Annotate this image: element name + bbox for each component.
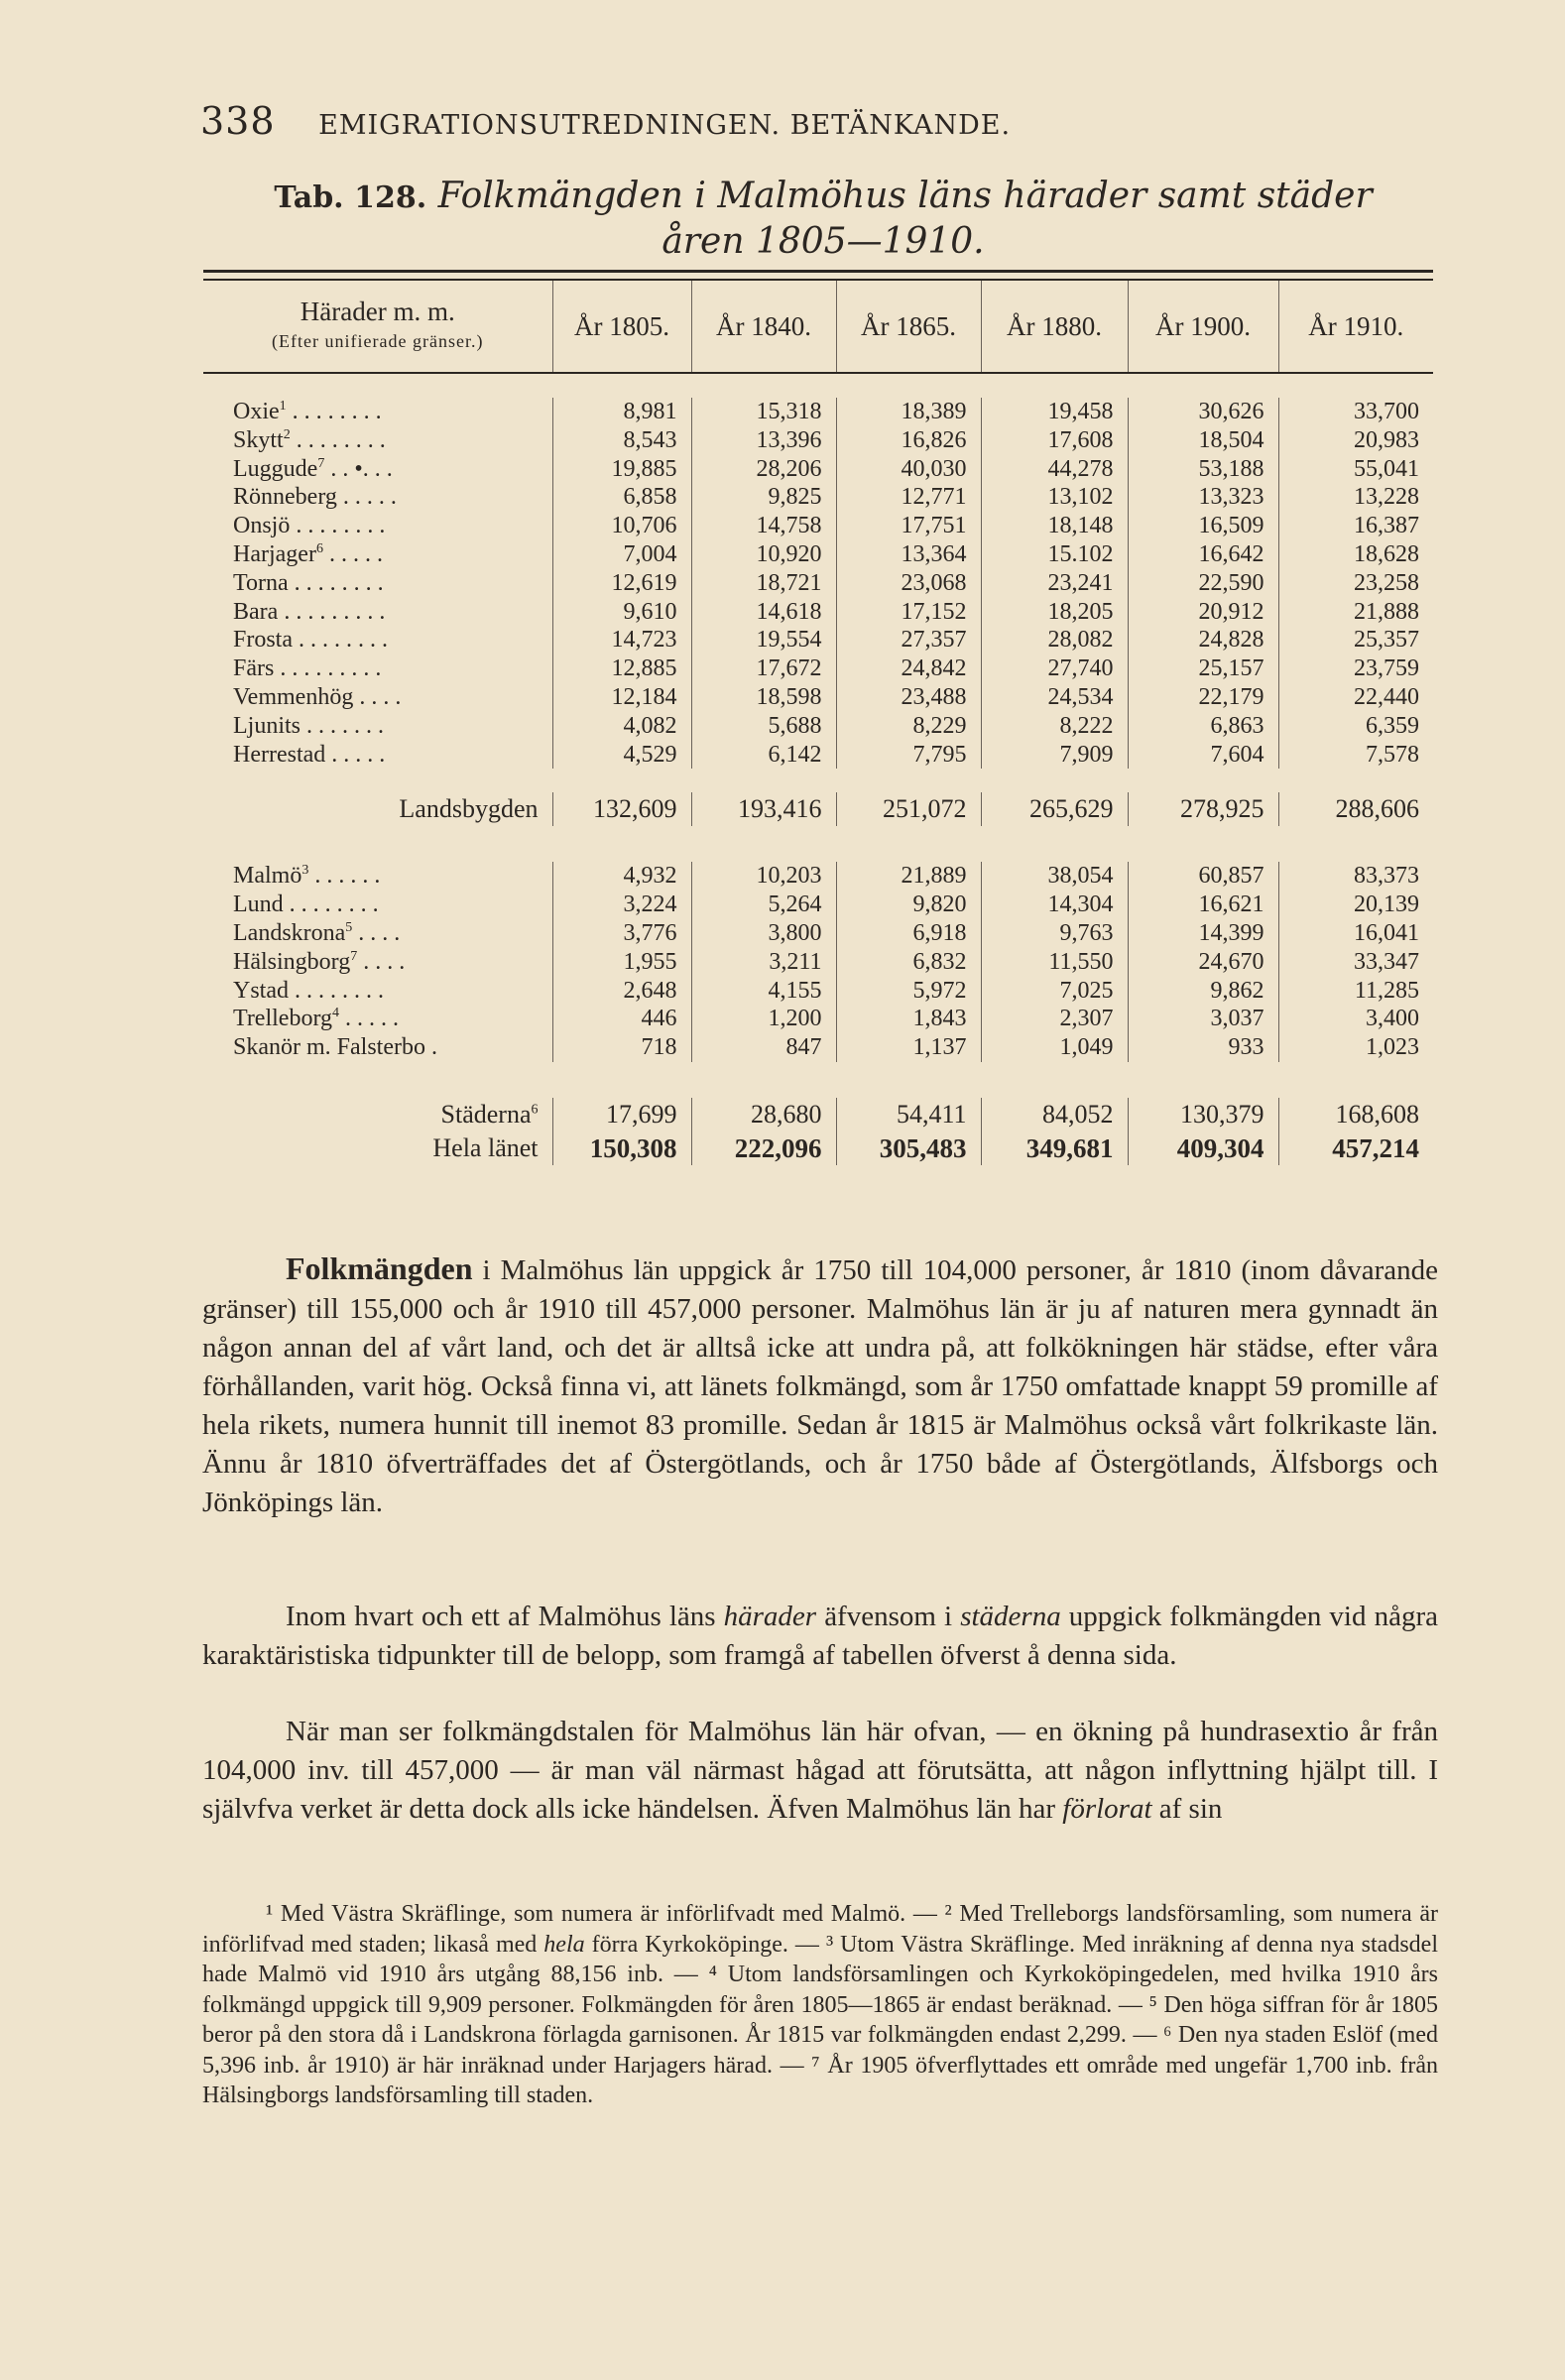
row-label: Bara . . . . . . . . . [203,598,552,627]
value-cell: 3,776 [552,919,691,948]
town-row [203,948,1433,977]
value-cell: 33,347 [1354,948,1419,975]
value-cell: 409,304 [1128,1131,1278,1165]
value-cell: 446 [552,1005,691,1033]
value-cell: 24,842 [836,654,981,683]
town-row [203,919,1433,948]
paragraph-1: Folkmängden i Malmöhus län uppgick år 1750 till 104,000 personer, år 1810 (inom dåvarande gränser) till 155,000 och år 1910 till 457,000 personer. Malmöhus län är ju af naturen mera gynnadt än någon annan del af vårt land, och det är alltså icke att undra på, att folkökningen här städse, efter våra förhållanden, varit hög. Också finna vi, att länets folkmängd, som år 1750 omfattade knappt 59 promille af hela rikets, numera hunnit till inemot 83 promille. Sedan år 1815 är Malmöhus också vårt folkrikaste län. Ännu år 1810 öfverträffades det af Östergötlands, och år 1750 både af Östergötlands, Älfsborgs och Jönköpings län. [202,1250,1438,1518]
town-row [203,891,1433,919]
district-row [203,683,1433,712]
value-cell: 14,723 [552,626,691,654]
value-cell: 1,049 [981,1033,1128,1062]
value-cell: 2,307 [981,1005,1128,1033]
value-cell: 18,205 [981,598,1128,627]
value-cell: 16,642 [1128,540,1278,569]
district-row [203,398,1433,426]
value-cell: 16,509 [1128,512,1278,540]
value-cell: 18,628 [1354,540,1419,567]
header-year: År 1840. [691,280,836,373]
value-cell: 193,416 [691,792,836,826]
subtotal-label: Städerna$^6$ [203,1098,552,1131]
value-cell: 13,323 [1128,483,1278,512]
row-label: Rönneberg . . . . . [203,483,552,512]
value-cell: 44,278 [981,455,1128,484]
value-cell: 23,488 [836,683,981,712]
row-label: Lund . . . . . . . . [203,891,552,919]
row-label: Malmö$^3$ . . . . . . [203,862,552,891]
value-cell: 3,037 [1128,1005,1278,1033]
running-title: EMIGRATIONSUTREDNINGEN. BETÄNKANDE. [318,110,1012,141]
value-cell: 13,102 [981,483,1128,512]
value-cell: 9,862 [1128,977,1278,1006]
value-cell: 7,795 [836,741,981,770]
value-cell: 17,672 [691,654,836,683]
row-label: Luggude$^7$ . . •. . . [203,455,552,484]
value-cell: 3,224 [552,891,691,919]
value-cell: 12,184 [552,683,691,712]
running-head [200,99,1430,143]
value-cell: 38,054 [981,862,1128,891]
value-cell: 20,983 [1354,426,1419,453]
value-cell: 23,759 [1354,655,1419,682]
paragraph-2: Inom hvart och ett af Malmöhus läns härader äfvensom i städerna uppgick folkmängden vid några karaktäristiska tidpunkter till de belopp, som framgå af tabellen öfverst å denna sida. [202,1601,1438,1671]
value-cell: 457,214 [1332,1132,1419,1163]
row-label: Ystad . . . . . . . . [203,977,552,1006]
row-label: Vemmenhög . . . . [203,683,552,712]
district-row [203,455,1433,484]
row-label: Färs . . . . . . . . . [203,654,552,683]
header-year: År 1865. [836,280,981,373]
value-cell: 2,648 [552,977,691,1006]
value-cell: 3,800 [691,919,836,948]
value-cell: 4,155 [691,977,836,1006]
value-cell: 5,264 [691,891,836,919]
row-label: Skanör m. Falsterbo . [203,1033,552,1062]
value-cell: 13,396 [691,426,836,455]
table-caption [198,175,1448,264]
value-cell: 718 [552,1033,691,1062]
district-row [203,626,1433,654]
value-cell: 150,308 [552,1131,691,1165]
value-cell: 168,608 [1335,1099,1419,1129]
value-cell: 10,920 [691,540,836,569]
value-cell: 251,072 [836,792,981,826]
value-cell: 16,621 [1128,891,1278,919]
value-cell: 84,052 [981,1098,1128,1131]
row-label: Herrestad . . . . . [203,741,552,770]
value-cell: 24,828 [1128,626,1278,654]
value-cell: 132,609 [552,792,691,826]
value-cell: 23,258 [1354,569,1419,596]
row-label: Torna . . . . . . . . [203,569,552,598]
value-cell: 20,139 [1354,892,1419,918]
value-cell: 30,626 [1128,398,1278,426]
paragraph-lead: Folkmängden [286,1250,473,1286]
header-year: År 1900. [1128,280,1278,373]
value-cell: 53,188 [1128,455,1278,484]
value-cell: 23,241 [981,569,1128,598]
district-row [203,654,1433,683]
value-cell: 933 [1128,1033,1278,1062]
table-label: Tab. 128. [274,180,427,215]
row-label: Trelleborg$^4$ . . . . . [203,1005,552,1033]
town-row [203,862,1433,891]
value-cell: 21,889 [836,862,981,891]
value-cell: 20,912 [1128,598,1278,627]
value-cell: 10,203 [691,862,836,891]
value-cell: 21,888 [1354,598,1419,625]
page-number: 338 [200,99,276,143]
value-cell: 14,618 [691,598,836,627]
value-cell: 847 [691,1033,836,1062]
table-title-line2: åren 1805—1910. [662,221,985,262]
value-cell: 28,680 [691,1098,836,1131]
value-cell: 7,578 [1366,741,1419,768]
value-cell: 18,504 [1128,426,1278,455]
value-cell: 12,885 [552,654,691,683]
row-label: Skytt$^2$ . . . . . . . . [203,426,552,455]
district-row [203,426,1433,455]
value-cell: 18,721 [691,569,836,598]
paragraph-3: När man ser folkmängdstalen för Malmöhus län här ofvan, — en ökning på hundrasextio år från 104,000 inv. till 457,000 — är man väl närmast hågad att förutsätta, att någon inflyttning hjälpt till. I självfva verket är detta dock alls icke händelsen. Äfven Malmöhus län har förlorat af sin [202,1716,1438,1825]
row-label: Ljunits . . . . . . . [203,712,552,741]
value-cell: 1,137 [836,1033,981,1062]
value-cell: 7,604 [1128,741,1278,770]
row-label: Frosta . . . . . . . . [203,626,552,654]
value-cell: 24,534 [981,683,1128,712]
value-cell: 15.102 [981,540,1128,569]
value-cell: 60,857 [1128,862,1278,891]
value-cell: 17,699 [552,1098,691,1131]
value-cell: 18,598 [691,683,836,712]
value-cell: 288,606 [1335,794,1419,824]
district-row [203,512,1433,540]
value-cell: 17,152 [836,598,981,627]
row-label: Harjager$^6$ . . . . . [203,540,552,569]
district-row [203,598,1433,627]
value-cell: 12,771 [836,483,981,512]
value-cell: 18,148 [981,512,1128,540]
value-cell: 40,030 [836,455,981,484]
value-cell: 130,379 [1128,1098,1278,1131]
value-cell: 55,041 [1354,455,1419,482]
value-cell: 3,211 [691,948,836,977]
value-cell: 8,229 [836,712,981,741]
town-row [203,1005,1433,1033]
value-cell: 7,025 [981,977,1128,1006]
value-cell: 9,610 [552,598,691,627]
row-label: Landskrona$^5$ . . . . [203,919,552,948]
value-cell: 1,955 [552,948,691,977]
value-cell: 54,411 [836,1098,981,1131]
value-cell: 13,228 [1354,484,1419,511]
value-cell: 11,285 [1354,977,1419,1004]
value-cell: 22,179 [1128,683,1278,712]
district-row [203,483,1433,512]
table-title-line1: Folkmängden i Malmöhus läns härader samt städer [437,176,1373,216]
value-cell: 1,200 [691,1005,836,1033]
value-cell: 17,608 [981,426,1128,455]
value-cell: 1,843 [836,1005,981,1033]
value-cell: 14,399 [1128,919,1278,948]
town-row [203,1033,1433,1062]
row-label: Hälsingborg$^7$ . . . . [203,948,552,977]
population-table [203,270,1433,1165]
value-cell: 1,023 [1366,1034,1419,1061]
value-cell: 27,740 [981,654,1128,683]
value-cell: 6,918 [836,919,981,948]
value-cell: 16,041 [1354,919,1419,946]
row-label: Onsjö . . . . . . . . [203,512,552,540]
value-cell: 23,068 [836,569,981,598]
value-cell: 19,554 [691,626,836,654]
value-cell: 6,359 [1366,712,1419,739]
value-cell: 16,387 [1354,513,1419,539]
value-cell: 6,832 [836,948,981,977]
value-cell: 19,458 [981,398,1128,426]
value-cell: 33,700 [1354,399,1419,424]
value-cell: 4,932 [552,862,691,891]
total-label: Hela länet [203,1131,552,1165]
value-cell: 11,550 [981,948,1128,977]
value-cell: 222,096 [691,1131,836,1165]
value-cell: 265,629 [981,792,1128,826]
value-cell: 9,825 [691,483,836,512]
value-cell: 3,400 [1366,1006,1419,1032]
value-cell: 4,529 [552,741,691,770]
footnotes: ¹ Med Västra Skräflinge, som numera är införlifvadt med Malmö. — ² Med Trelleborgs landsförsamling, som numera är införlifvad med staden; likaså med hela förra Kyrkoköpinge. — ³ Utom Västra Skräflinge. Med inräkning af denna nya stadsdel hade Malmö vid 1910 års utgång 88,156 inb. — ⁴ Utom landsförsamlingen och Kyrkoköpingedelen, med hvilka 1910 års folkmängd uppgick till 9,909 personer. Folkmängden för åren 1805—1865 är endast beräknad. — ⁵ Den höga siffran för år 1805 beror på den stora då i Landskrona förlagda garnisonen. År 1815 var folkmängden endast 2,299. — ⁶ Den nya staden Eslöf (med 5,396 inb. år 1910) är här inräknad under Harjagers härad. — ⁷ År 1905 öfverflyttades ett område med ungefär 1,700 inb. från Hälsingborgs landsförsamling till staden. [202,1901,1438,2108]
value-cell: 24,670 [1128,948,1278,977]
header-district: Härader m. m. (Efter unifierade gränser.) [203,280,552,373]
district-row [203,741,1433,770]
value-cell: 9,763 [981,919,1128,948]
value-cell: 28,206 [691,455,836,484]
value-cell: 6,858 [552,483,691,512]
value-cell: 305,483 [836,1131,981,1165]
value-cell: 19,885 [552,455,691,484]
rural-total-row [203,792,1433,826]
header-year: År 1805. [552,280,691,373]
value-cell: 7,909 [981,741,1128,770]
subtotal-label: Landsbygden [203,792,552,826]
row-label: Oxie$^1$ . . . . . . . . [203,398,552,426]
value-cell: 13,364 [836,540,981,569]
value-cell: 22,440 [1354,683,1419,710]
town-row [203,977,1433,1006]
value-cell: 4,082 [552,712,691,741]
value-cell: 8,222 [981,712,1128,741]
district-row [203,569,1433,598]
value-cell: 83,373 [1354,863,1419,890]
value-cell: 8,981 [552,398,691,426]
value-cell: 278,925 [1128,792,1278,826]
value-cell: 7,004 [552,540,691,569]
value-cell: 17,751 [836,512,981,540]
header-year: År 1910. [1278,280,1433,373]
value-cell: 25,357 [1354,627,1419,654]
value-cell: 15,318 [691,398,836,426]
value-cell: 6,142 [691,741,836,770]
value-cell: 18,389 [836,398,981,426]
value-cell: 22,590 [1128,569,1278,598]
value-cell: 28,082 [981,626,1128,654]
header-year: År 1880. [981,280,1128,373]
value-cell: 349,681 [981,1131,1128,1165]
value-cell: 16,826 [836,426,981,455]
value-cell: 6,863 [1128,712,1278,741]
value-cell: 12,619 [552,569,691,598]
value-cell: 25,157 [1128,654,1278,683]
value-cell: 8,543 [552,426,691,455]
value-cell: 14,758 [691,512,836,540]
value-cell: 10,706 [552,512,691,540]
value-cell: 5,972 [836,977,981,1006]
district-row [203,540,1433,569]
value-cell: 27,357 [836,626,981,654]
value-cell: 5,688 [691,712,836,741]
towns-total-row [203,1098,1433,1131]
value-cell: 14,304 [981,891,1128,919]
county-total-row [203,1131,1433,1165]
district-row [203,712,1433,741]
value-cell: 9,820 [836,891,981,919]
